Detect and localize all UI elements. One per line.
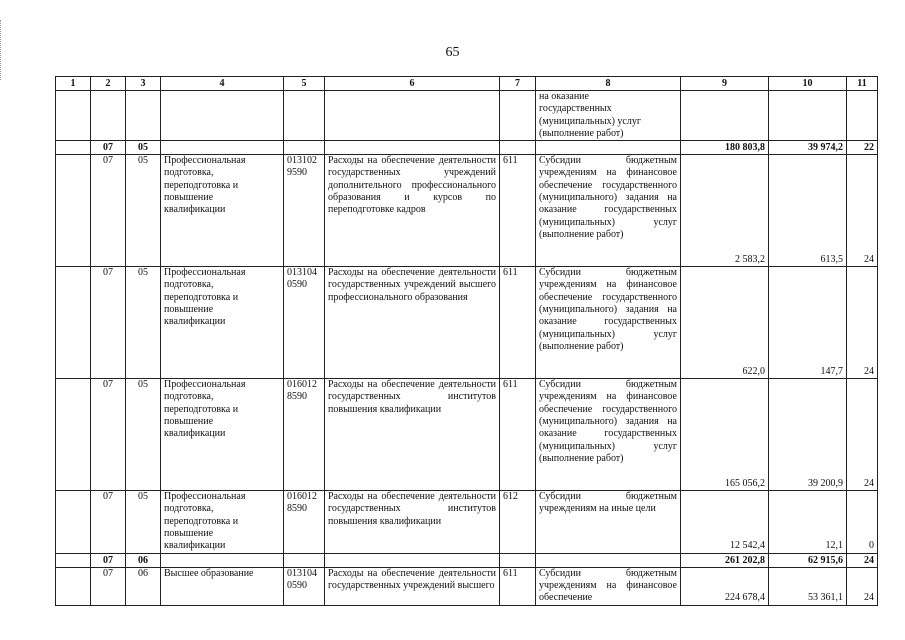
cell-section: 07: [91, 267, 126, 379]
cell-expense-type-name: Субсидии бюджетным учреждениям на иные цели: [536, 491, 681, 553]
cell-target-code: 016012 8590: [287, 491, 317, 515]
cell-amount-plan: 165 056,2: [681, 379, 769, 491]
table-row: [56, 155, 878, 267]
cell-subsection: 05: [126, 379, 161, 491]
cell-subsection: 05: [126, 267, 161, 379]
cell-percent: 0: [847, 491, 878, 553]
cell-expense-type-name: Субсидии бюджетным учреждениям на финансовое обеспечение государственного (муниципального) задания на оказание государственных (муниципальных) услуг (выполнение работ): [536, 379, 681, 491]
cell-amount-fact: 39 200,9: [769, 379, 847, 491]
cell-percent: 24: [847, 155, 878, 267]
cell-expense-type: 611: [500, 379, 536, 491]
cell-amount-fact: 39 974,2: [769, 141, 847, 155]
cell-subsection: 05: [126, 491, 161, 553]
table-row: [56, 267, 878, 379]
cell-amount-plan: 180 803,8: [681, 141, 769, 155]
header-cell: 10: [769, 77, 847, 91]
cell-amount-plan: 2 583,2: [681, 155, 769, 267]
header-cell: 8: [536, 77, 681, 91]
cell-amount-fact: 613,5: [769, 155, 847, 267]
cell-amount-plan: 261 202,8: [681, 553, 769, 567]
cell-expense-type: 611: [500, 155, 536, 267]
cell-subsection: 06: [126, 567, 161, 605]
cell-target-code: 013104 0590: [287, 567, 317, 591]
cell-expense-type-name: Субсидии бюджетным учреждениям на финансовое обеспечение: [536, 567, 681, 605]
table-row: [56, 491, 878, 553]
cell-amount-fact: 12,1: [769, 491, 847, 553]
continuation-row: [56, 91, 878, 141]
cell-expense-type: 611: [500, 567, 536, 605]
cell-percent: 22: [847, 141, 878, 155]
cell-percent: 24: [847, 379, 878, 491]
header-cell: 6: [325, 77, 500, 91]
header-cell: 9: [681, 77, 769, 91]
cell-target-name: Расходы на обеспечение деятельности государственных институтов повышения квалификации: [325, 491, 500, 553]
header-cell: 7: [500, 77, 536, 91]
page-number: 65: [445, 45, 460, 60]
cell-amount-fact: 147,7: [769, 267, 847, 379]
cell-amount-fact: 53 361,1: [769, 567, 847, 605]
cell-expense-type-name: Субсидии бюджетным учреждениям на финансовое обеспечение государственного (муниципального) задания на оказание государственных (муниципальных) услуг (выполнение работ): [536, 267, 681, 379]
cell-target-name: Расходы на обеспечение деятельности государственных учреждений дополнительного профессионального образования и курсов по переподготовке кадров: [325, 155, 500, 267]
cell-section: 07: [91, 141, 126, 155]
cell-section: 07: [91, 553, 126, 567]
cell-expense-type: 611: [500, 267, 536, 379]
header-cell: 5: [284, 77, 325, 91]
cell-expense-type: 612: [500, 491, 536, 553]
cell-expense-type-name: Субсидии бюджетным учреждениям на финансовое обеспечение государственного (муниципального) задания на оказание государственных (муниципальных) услуг (выполнение работ): [536, 155, 681, 267]
cell-purpose-type: на оказание государственных (муниципальных) услуг (выполнение работ): [539, 91, 641, 139]
cell-section-name: Профессиональная подготовка, переподготовка и повышение квалификации: [164, 267, 246, 328]
header-cell: 1: [56, 77, 91, 91]
cell-target-code: 013102 9590: [287, 155, 317, 179]
header-cell: 2: [91, 77, 126, 91]
cell-section-name: Профессиональная подготовка, переподготовка и повышение квалификации: [164, 379, 246, 440]
cell-section-name: Профессиональная подготовка, переподготовка и повышение квалификации: [164, 155, 246, 216]
header-cell: 11: [847, 77, 878, 91]
cell-amount-fact: 62 915,6: [769, 553, 847, 567]
header-cell: 3: [126, 77, 161, 91]
budget-table: [55, 76, 878, 606]
table-row: [56, 379, 878, 491]
cell-subsection: 05: [126, 155, 161, 267]
cell-section: 07: [91, 567, 126, 605]
table-row: [56, 567, 878, 605]
cell-amount-plan: 12 542,4: [681, 491, 769, 553]
cell-percent: 24: [847, 267, 878, 379]
cell-percent: 24: [847, 553, 878, 567]
cell-section: 07: [91, 379, 126, 491]
cell-target-name: Расходы на обеспечение деятельности государственных учреждений высшего: [325, 567, 500, 605]
cell-section: 07: [91, 155, 126, 267]
cell-target-name: Расходы на обеспечение деятельности государственных институтов повышения квалификации: [325, 379, 500, 491]
cell-target-name: Расходы на обеспечение деятельности государственных учреждений высшего профессионального образования: [325, 267, 500, 379]
cell-subsection: 06: [126, 553, 161, 567]
header-row: [56, 77, 878, 91]
cell-section-name: Высшее образование: [161, 567, 284, 605]
subtotal-row-0706: [56, 553, 878, 567]
cell-percent: 24: [847, 567, 878, 605]
cell-section-name: Профессиональная подготовка, переподготовка и повышение квалификации: [164, 491, 246, 552]
cell-amount-plan: 224 678,4: [681, 567, 769, 605]
cell-amount-plan: 622,0: [681, 267, 769, 379]
cell-target-code: 013104 0590: [287, 267, 317, 291]
header-cell: 4: [161, 77, 284, 91]
cell-subsection: 05: [126, 141, 161, 155]
subtotal-row-0705: [56, 141, 878, 155]
cell-section: 07: [91, 491, 126, 553]
cell-target-code: 016012 8590: [287, 379, 317, 403]
